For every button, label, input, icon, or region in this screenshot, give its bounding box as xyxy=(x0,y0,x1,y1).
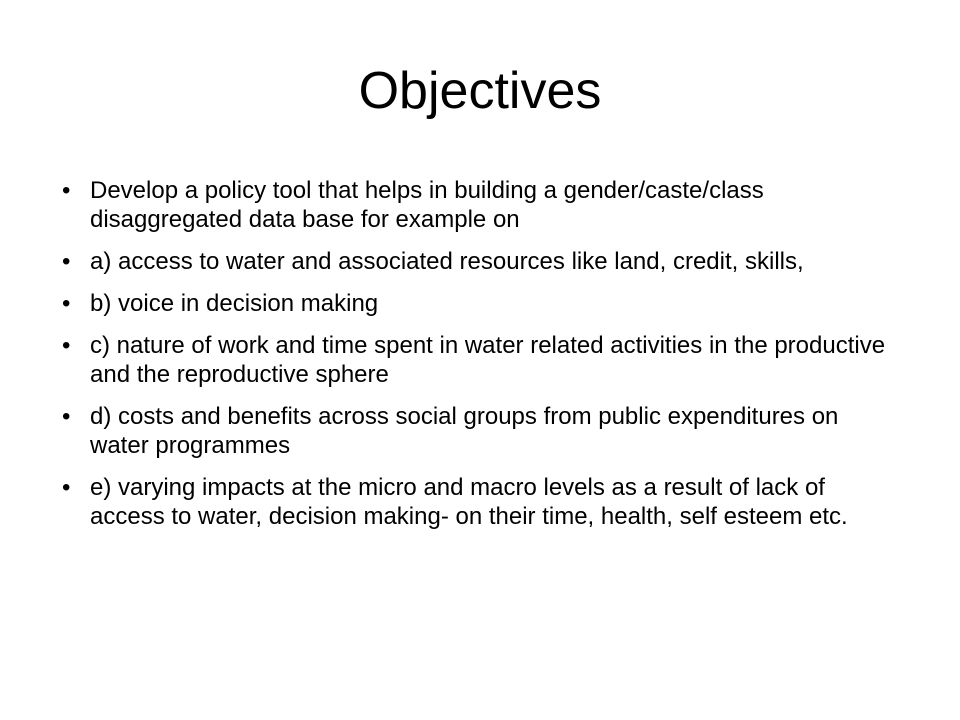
bullet-dot-icon: • xyxy=(62,332,71,359)
bullet-item xyxy=(62,473,902,531)
bullet-text: b) voice in decision making xyxy=(90,290,379,317)
bullet-item xyxy=(62,247,902,276)
bullet-text: d) costs and benefits across social groups from public expenditures on water programmes xyxy=(90,403,839,459)
bullet-item xyxy=(62,331,902,389)
bullet-item xyxy=(62,402,902,460)
bullet-dot-icon: • xyxy=(62,290,71,317)
bullet-dot-icon: • xyxy=(62,177,71,204)
bullet-text: a) access to water and associated resources like land, credit, skills, xyxy=(90,248,804,275)
bullet-dot-icon: • xyxy=(62,474,71,501)
bullet-text: e) varying impacts at the micro and macro levels as a result of lack of access to water, decision making- on their time, health, self esteem etc. xyxy=(90,474,848,530)
slide-title: Objectives xyxy=(358,62,602,120)
bullet-dot-icon: • xyxy=(62,248,71,275)
bullet-dot-icon: • xyxy=(62,403,71,430)
bullet-text: Develop a policy tool that helps in building a gender/caste/class disaggregated data base for example on xyxy=(90,177,764,233)
bullet-list xyxy=(62,176,902,544)
bullet-text: c) nature of work and time spent in water related activities in the productive and the reproductive sphere xyxy=(90,332,886,388)
bullet-item xyxy=(62,176,902,234)
bullet-item xyxy=(62,289,902,318)
